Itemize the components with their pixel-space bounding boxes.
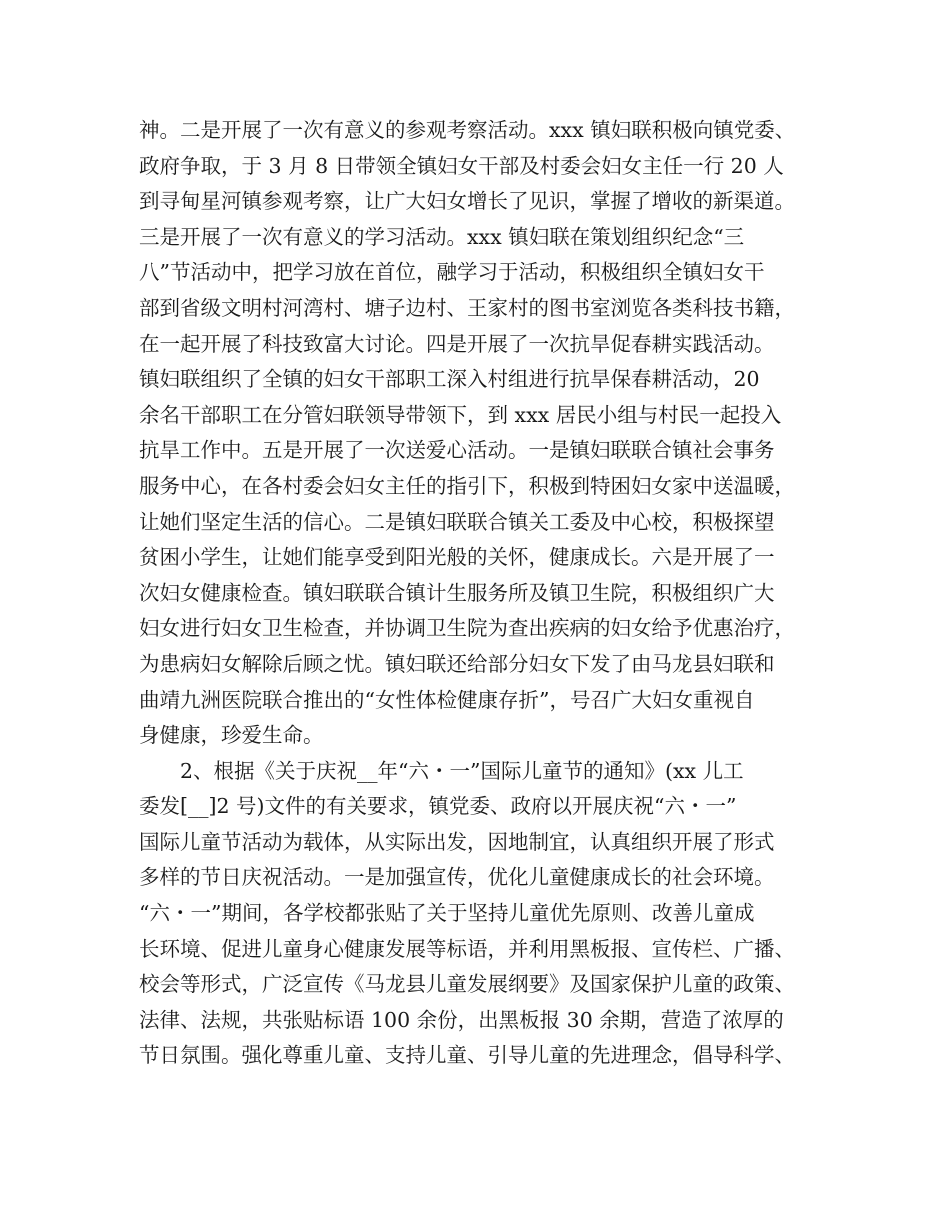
- text-line: 抗旱工作中。五是开展了一次送爱心活动。一是镇妇联联合镇社会事务: [139, 438, 775, 463]
- body-text: [139, 113, 829, 1074]
- text-line: 八”节活动中，把学习放在首位，融学习于活动，积极组织全镇妇女干: [139, 260, 765, 285]
- text-line: 镇妇联组织了全镇的妇女干部职工深入村组进行抗旱保春耕活动，20: [139, 367, 760, 392]
- text-line: 部到省级文明村河湾村、塘子边村、王家村的图书室浏览各类科技书籍，: [139, 295, 795, 320]
- text-line: 曲靖九洲医院联合推出的“女性体检健康存折”，号召广大妇女重视自: [139, 687, 755, 712]
- text-line: 节日氛围。强化尊重儿童、支持儿童、引导儿童的先进理念，倡导科学、: [139, 1043, 795, 1068]
- text-line: 多样的节日庆祝活动。一是加强宣传，优化儿童健康成长的社会环境。: [139, 865, 775, 890]
- text-line: 法律、法规，共张贴标语 100 余份，出黑板报 30 余期，营造了浓厚的: [139, 1007, 784, 1032]
- text-line: 次妇女健康检查。镇妇联联合镇计生服务所及镇卫生院，积极组织广大: [139, 580, 775, 605]
- text-line: 身健康，珍爱生命。: [139, 723, 324, 748]
- text-line: 长环境、促进儿童身心健康发展等标语，并利用黑板报、宣传栏、广播、: [139, 936, 795, 961]
- text-line: 为患病妇女解除后顾之忧。镇妇联还给部分妇女下发了由马龙县妇联和: [139, 651, 775, 676]
- text-line: 校会等形式，广泛宣传《马龙县儿童发展纲要》及国家保护儿童的政策、: [139, 972, 795, 997]
- text-line: 在一起开展了科技致富大讨论。四是开展了一次抗旱促春耕实践活动。: [139, 331, 775, 356]
- text-line: 余名干部职工在分管妇联领导带领下，到 xxx 居民小组与村民一起投入: [139, 402, 782, 427]
- text-line: “六・一”期间，各学校都张贴了关于坚持儿童优先原则、改善儿童成: [139, 901, 755, 926]
- text-line: 国际儿童节活动为载体，从实际出发，因地制宜，认真组织开展了形式: [139, 829, 775, 854]
- text-line: 服务中心，在各村委会妇女主任的指引下，积极到特困妇女家中送温暖，: [139, 473, 795, 498]
- text-line: 到寻甸星河镇参观考察，让广大妇女增长了见识，掌握了增收的新渠道。: [139, 189, 795, 214]
- text-line: 贫困小学生，让她们能享受到阳光般的关怀，健康成长。六是开展了一: [139, 545, 775, 570]
- text-line: 2、根据《关于庆祝__年“六・一”国际儿童节的通知》(xx 儿工: [139, 758, 744, 783]
- text-line: 委发[__]2 号)文件的有关要求，镇党委、政府以开展庆祝“六・一”: [139, 794, 737, 819]
- text-line: 神。二是开展了一次有意义的参观考察活动。xxx 镇妇联积极向镇党委、: [139, 118, 796, 142]
- text-line: 让她们坚定生活的信心。二是镇妇联联合镇关工委及中心校，积极探望: [139, 509, 775, 534]
- text-line: 政府争取，于 3 月 8 日带领全镇妇女干部及村委会妇女主任一行 20 人: [139, 153, 784, 178]
- text-line: 妇女进行妇女卫生检查，并协调卫生院为查出疾病的妇女给予优惠治疗，: [139, 616, 795, 641]
- text-line: 三是开展了一次有意义的学习活动。xxx 镇妇联在策划组织纪念“三: [139, 224, 745, 249]
